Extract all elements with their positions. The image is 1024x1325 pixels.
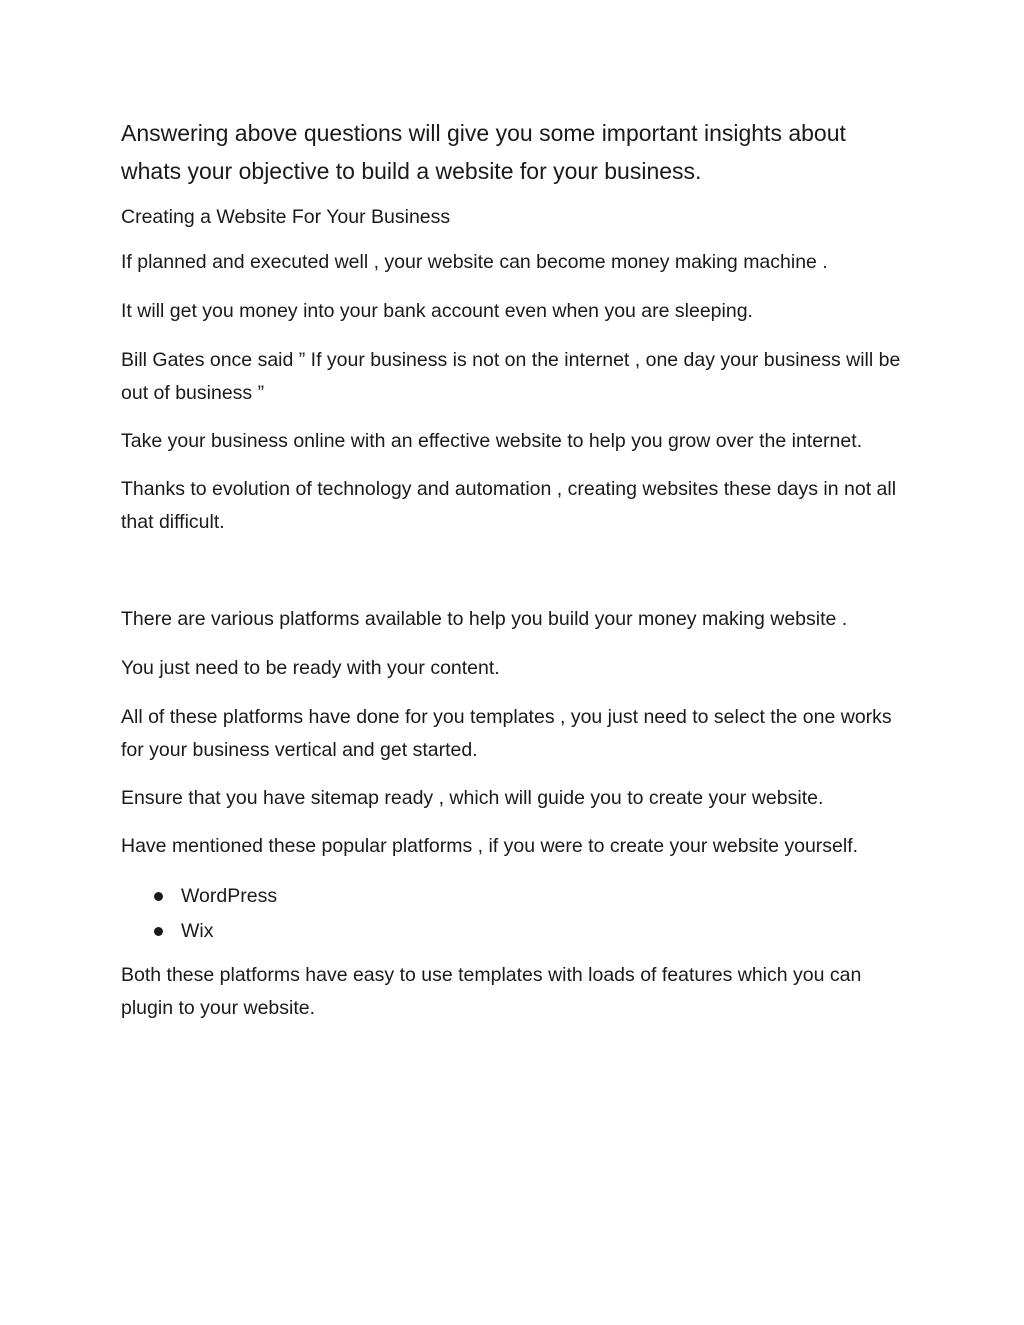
bullet-icon: [154, 892, 163, 901]
paragraph: If planned and executed well , your website can become money making machine .: [121, 251, 828, 273]
paragraph: It will get you money into your bank account even when you are sleeping.: [121, 300, 753, 322]
paragraph: Thanks to evolution of technology and automation , creating websites these days in not all that difficult.: [121, 478, 897, 533]
section-heading: Creating a Website For Your Business: [121, 206, 451, 228]
list-item: [121, 914, 911, 949]
paragraph: All of these platforms have done for you templates , you just need to select the one works for your business vertical and get started.: [121, 706, 892, 761]
paragraph: You just need to be ready with your content.: [121, 657, 500, 679]
paragraph: Ensure that you have sitemap ready , which will guide you to create your website.: [121, 787, 824, 809]
paragraph: Have mentioned these popular platforms , if you were to create your website yourself.: [121, 835, 859, 857]
platform-list: [121, 879, 911, 949]
quote-paragraph: Bill Gates once said ” If your business is not on the internet , one day your business will be out of business ”: [121, 349, 901, 404]
paragraph: There are various platforms available to help you build your money making website .: [121, 608, 848, 630]
paragraph: Take your business online with an effective website to help you grow over the internet.: [121, 430, 863, 452]
document-body: [121, 114, 911, 1041]
bullet-icon: [154, 927, 163, 936]
closing-paragraph: Both these platforms have easy to use templates with loads of features which you can plugin to your website.: [121, 964, 862, 1019]
list-item-label: Wix: [181, 920, 214, 942]
list-item-label: WordPress: [181, 885, 278, 907]
intro-paragraph: Answering above questions will give you some important insights about whats your objective to build a website for your business.: [121, 120, 846, 184]
list-item: [121, 879, 911, 914]
blank-line: [121, 555, 911, 603]
